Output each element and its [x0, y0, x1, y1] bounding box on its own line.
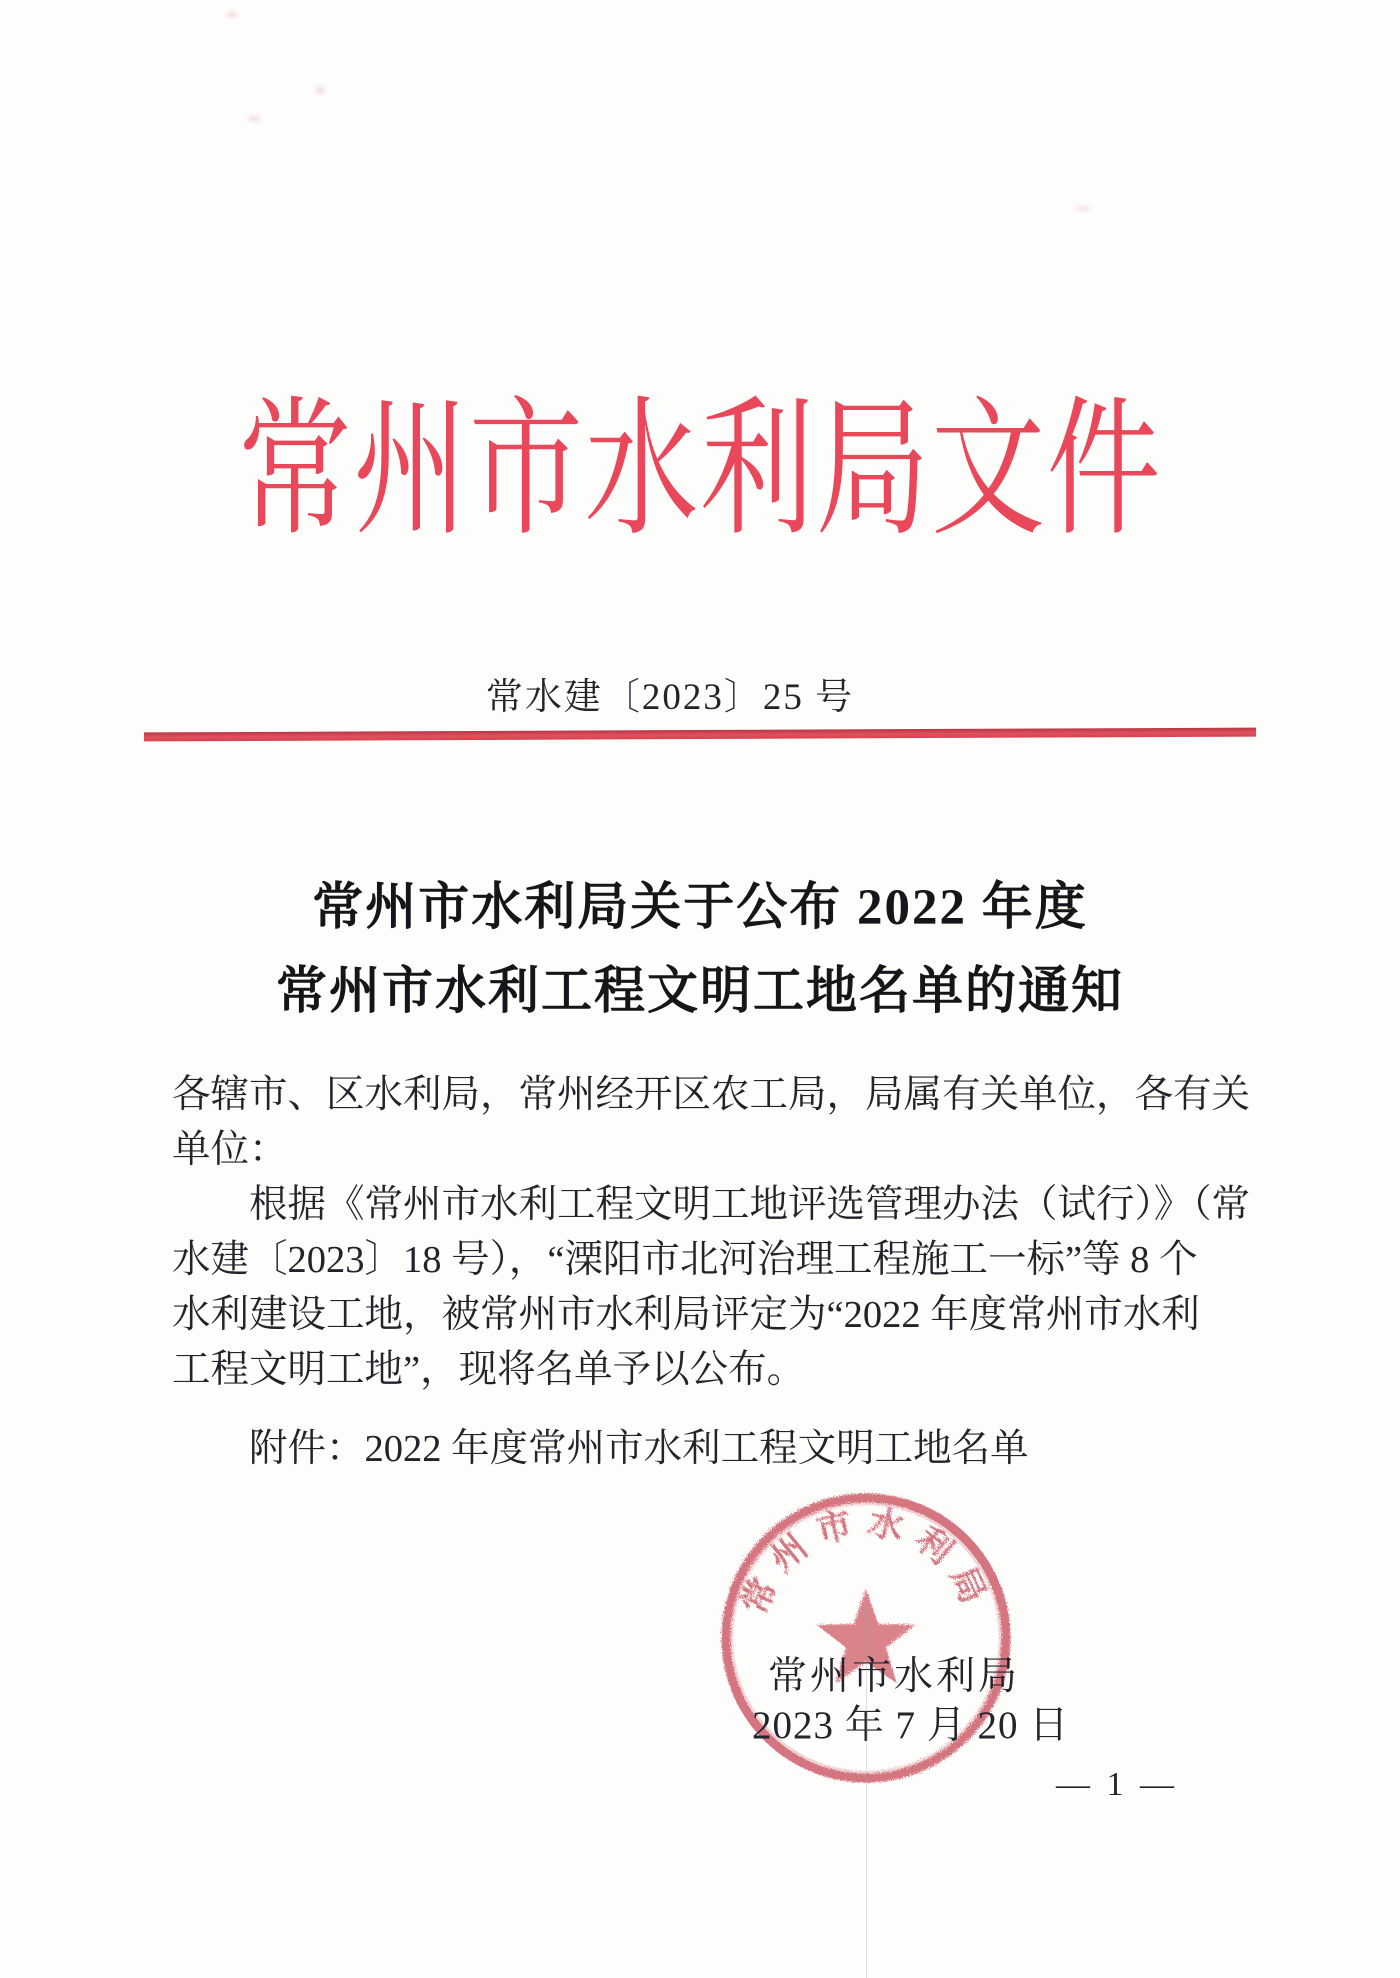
body-line: 各辖市、区水利局，常州经开区农工局，局属有关单位，各有关: [172, 1074, 1251, 1116]
document-title-line1: 常州市水利局关于公布 2022 年度: [312, 880, 1088, 936]
body-line: 水利建设工地，被常州市水利局评定为“2022 年度常州市水利: [172, 1294, 1200, 1336]
scan-speck: [316, 86, 324, 94]
body-line: 水建〔2023〕18 号），“溧阳市北河治理工程施工一标”等 8 个: [172, 1239, 1198, 1281]
document-title-line2: 常州市水利工程文明工地名单的通知: [275, 964, 1124, 1020]
page-number: — 1 —: [1056, 1766, 1178, 1803]
agency-header-title-text: 常州市水利局文件: [237, 388, 1163, 554]
scan-fold-line: [866, 1602, 867, 1978]
body-line: 根据《常州市水利工程文明工地评选管理办法（试行）》（常: [249, 1184, 1251, 1226]
signature-organization: 常州市水利局: [768, 1655, 1021, 1698]
document-title: [0, 866, 1400, 1034]
scan-speck: [226, 12, 238, 17]
scan-speck: [1076, 206, 1090, 211]
body-line: 单位：: [172, 1129, 288, 1171]
document-number: 常水建〔2023〕25 号: [485, 677, 855, 718]
red-separator-line: [144, 728, 1256, 742]
body-line: 工程文明工地”，现将名单予以公布。: [172, 1349, 806, 1391]
seal-ring-text: 常州市水利局: [734, 1502, 998, 1620]
scan-speck: [248, 116, 261, 121]
agency-header-title: [0, 388, 1400, 554]
body-text: [172, 1068, 1251, 1398]
signature-date: 2023 年 7 月 20 日: [752, 1704, 1070, 1747]
attachment-line: 附件：2022 年度常州市水利工程文明工地名单: [249, 1428, 1029, 1470]
